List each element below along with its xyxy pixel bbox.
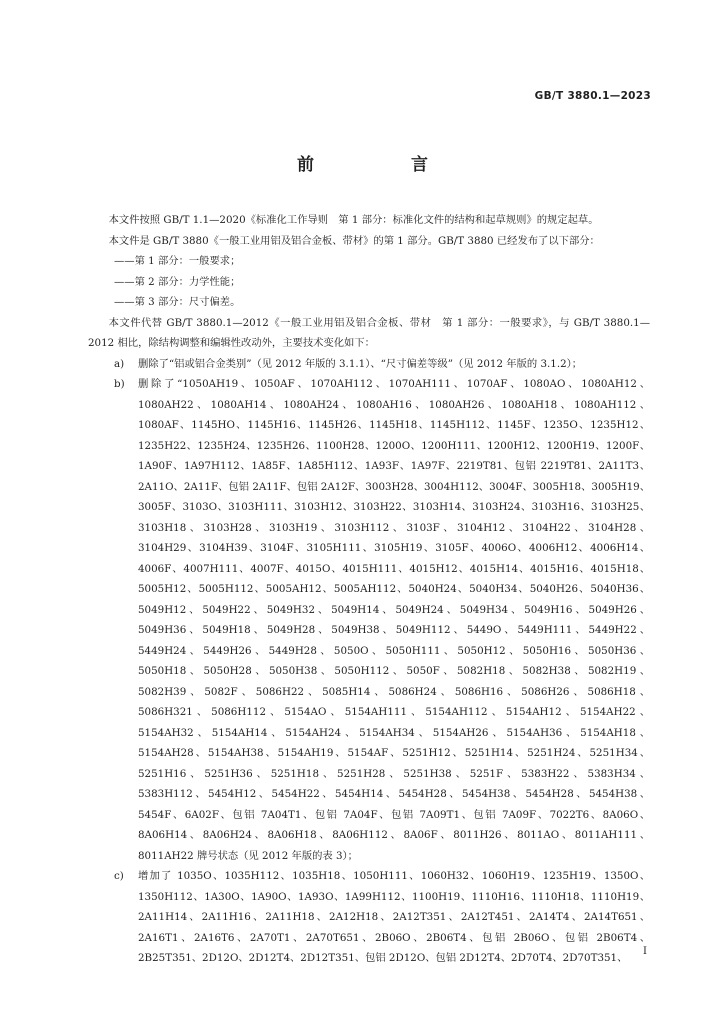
change-item: [88, 374, 650, 866]
page-number: I: [643, 946, 647, 957]
change-item-text: 增加了 1035O、1035H112、1035H18、1050H111、1060H32、1060H19、1235H19、1350O、1350H112、1A30O、1A90O、1A93O、1A99H112、1100H19、1110H16、1110H18、1110H19、2A11H14、2A11H16、2A11H18、2A12H18、2A12T351、2A12T451、2A14T4、2A14T651、2A16T1、2A16T6、2A70T1、2A70T651、2B06O、2B06T4、包铝 2B06O、包铝 2B06T4、2B25T351、2D12O、2D12T4、2D12T351、包铝 2D12O、包铝 2D12T4、2D70T4、2D70T351、: [138, 870, 650, 964]
change-item-text: 删除了“铝或铝合金类别”（见 2012 年版的 3.1.1）、“尺寸偏差等级”（见 2012 年版的 3.1.2）；: [138, 357, 583, 370]
document-body: [88, 210, 650, 969]
change-item: [88, 354, 650, 375]
paragraph-series-parts: 本文件是 GB/T 3880《一般工业用铝及铝合金板、带材》的第 1 部分。GB/T 3880 已经发布了以下部分：: [108, 234, 600, 247]
change-item-label: b): [114, 378, 125, 390]
paragraph-replacement: 本文件代替 GB/T 3880.1—2012《一般工业用铝及铝合金板、带材 第 1 部分：一般要求》，与 GB/T 3880.1—2012 相比，除结构调整和编辑性改动外，主要技术变化如下：: [88, 316, 650, 349]
standard-number: GB/T 3880.1—2023: [534, 90, 651, 102]
page-title: 前 言: [297, 155, 468, 175]
change-item-label: a): [114, 357, 125, 370]
part-item: ——第 2 部分：力学性能；: [114, 275, 241, 288]
change-item-text: 删除了“1050AH19、1050AF、1070AH112、1070AH111、1070AF、1080AO、1080AH12、1080AH22、1080AH14、1080AH24、1080AH16、1080AH26、1080AH18、1080AH112、1080AF、1145HO、1145H16、1145H26、1145H18、1145H112、1145F、1235O、1235H12、1235H22、1235H24、1235H26、1100H28、1200O、1200H111、1200H12、1200H19、1200F、1A90F、1A97H112、1A85F、1A85H112、1A93F、1A97F、2219T81、包铝 2219T81、2A11T3、2A11O、2A11F、包铝 2A11F、包铝 2A12F、3003H28、3004H112、3004F、3005H18、3005H19、3005F、3103O、3103H111、3103H12、3103H22、3103H14、3103H24、3103H16、3103H25、3103H18、3103H28、3103H19、3103H112、3103F、3104H12、3104H22、3104H28、3104H29、3104H39、3104F、3105H111、3105H19、3105F、4006O、4006H12、4006H14、4006F、4007H111、4007F、4015O、4015H111、4015H12、4015H14、4015H16、4015H18、5005H12、5005H112、5005AH12、5005AH112、5040H24、5040H34、5040H26、5040H36、5049H12、5049H22、5049H32、5049H14、5049H24、5049H34、5049H16、5049H26、5049H36、5049H18、5049H28、5049H38、5049H112、5449O、5449H111、5449H22、5449H24、5449H26、5449H28、5050O、5050H111、5050H12、5050H16、5050H36、5050H18、5050H28、5050H38、5050H112、5050F、5082H18、5082H38、5082H19、5082H39、5082F、5086H22、5085H14、5086H24、5086H16、5086H26、5086H18、5086H321、5086H112、5154AO、5154AH111、5154AH112、5154AH12、5154AH22、5154AH32、5154AH14、5154AH24、5154AH34、5154AH26、5154AH36、5154AH18、5154AH28、5154AH38、5154AH19、5154AF、5251H12、5251H14、5251H24、5251H34、5251H16、5251H36、5251H18、5251H28、5251H38、5251F、5383H22、5383H34、5383H112、5454H12、5454H22、5454H14、5454H28、5454H38、5454H28、5454H38、5454F、6A02F、包铝 7A04T1、包铝 7A04F、包铝 7A09T1、包铝 7A09F、7022T6、8A06O、8A06H14、8A06H24、8A06H18、8A06H112、8A06F、8011H26、8011AO、8011AH111、8011AH22 牌号状态（见 2012 年版的表 3）；: [138, 378, 650, 862]
change-item-label: c): [114, 870, 124, 882]
change-item: [88, 866, 650, 969]
part-item: ——第 3 部分：尺寸偏差。: [114, 296, 241, 308]
paragraph-drafting-rules: 本文件按照 GB/T 1.1—2020《标准化工作导则 第 1 部分：标准化文件的结构和起草规则》的规定起草。: [108, 214, 599, 226]
part-item: ——第 1 部分：一般要求；: [114, 255, 241, 267]
